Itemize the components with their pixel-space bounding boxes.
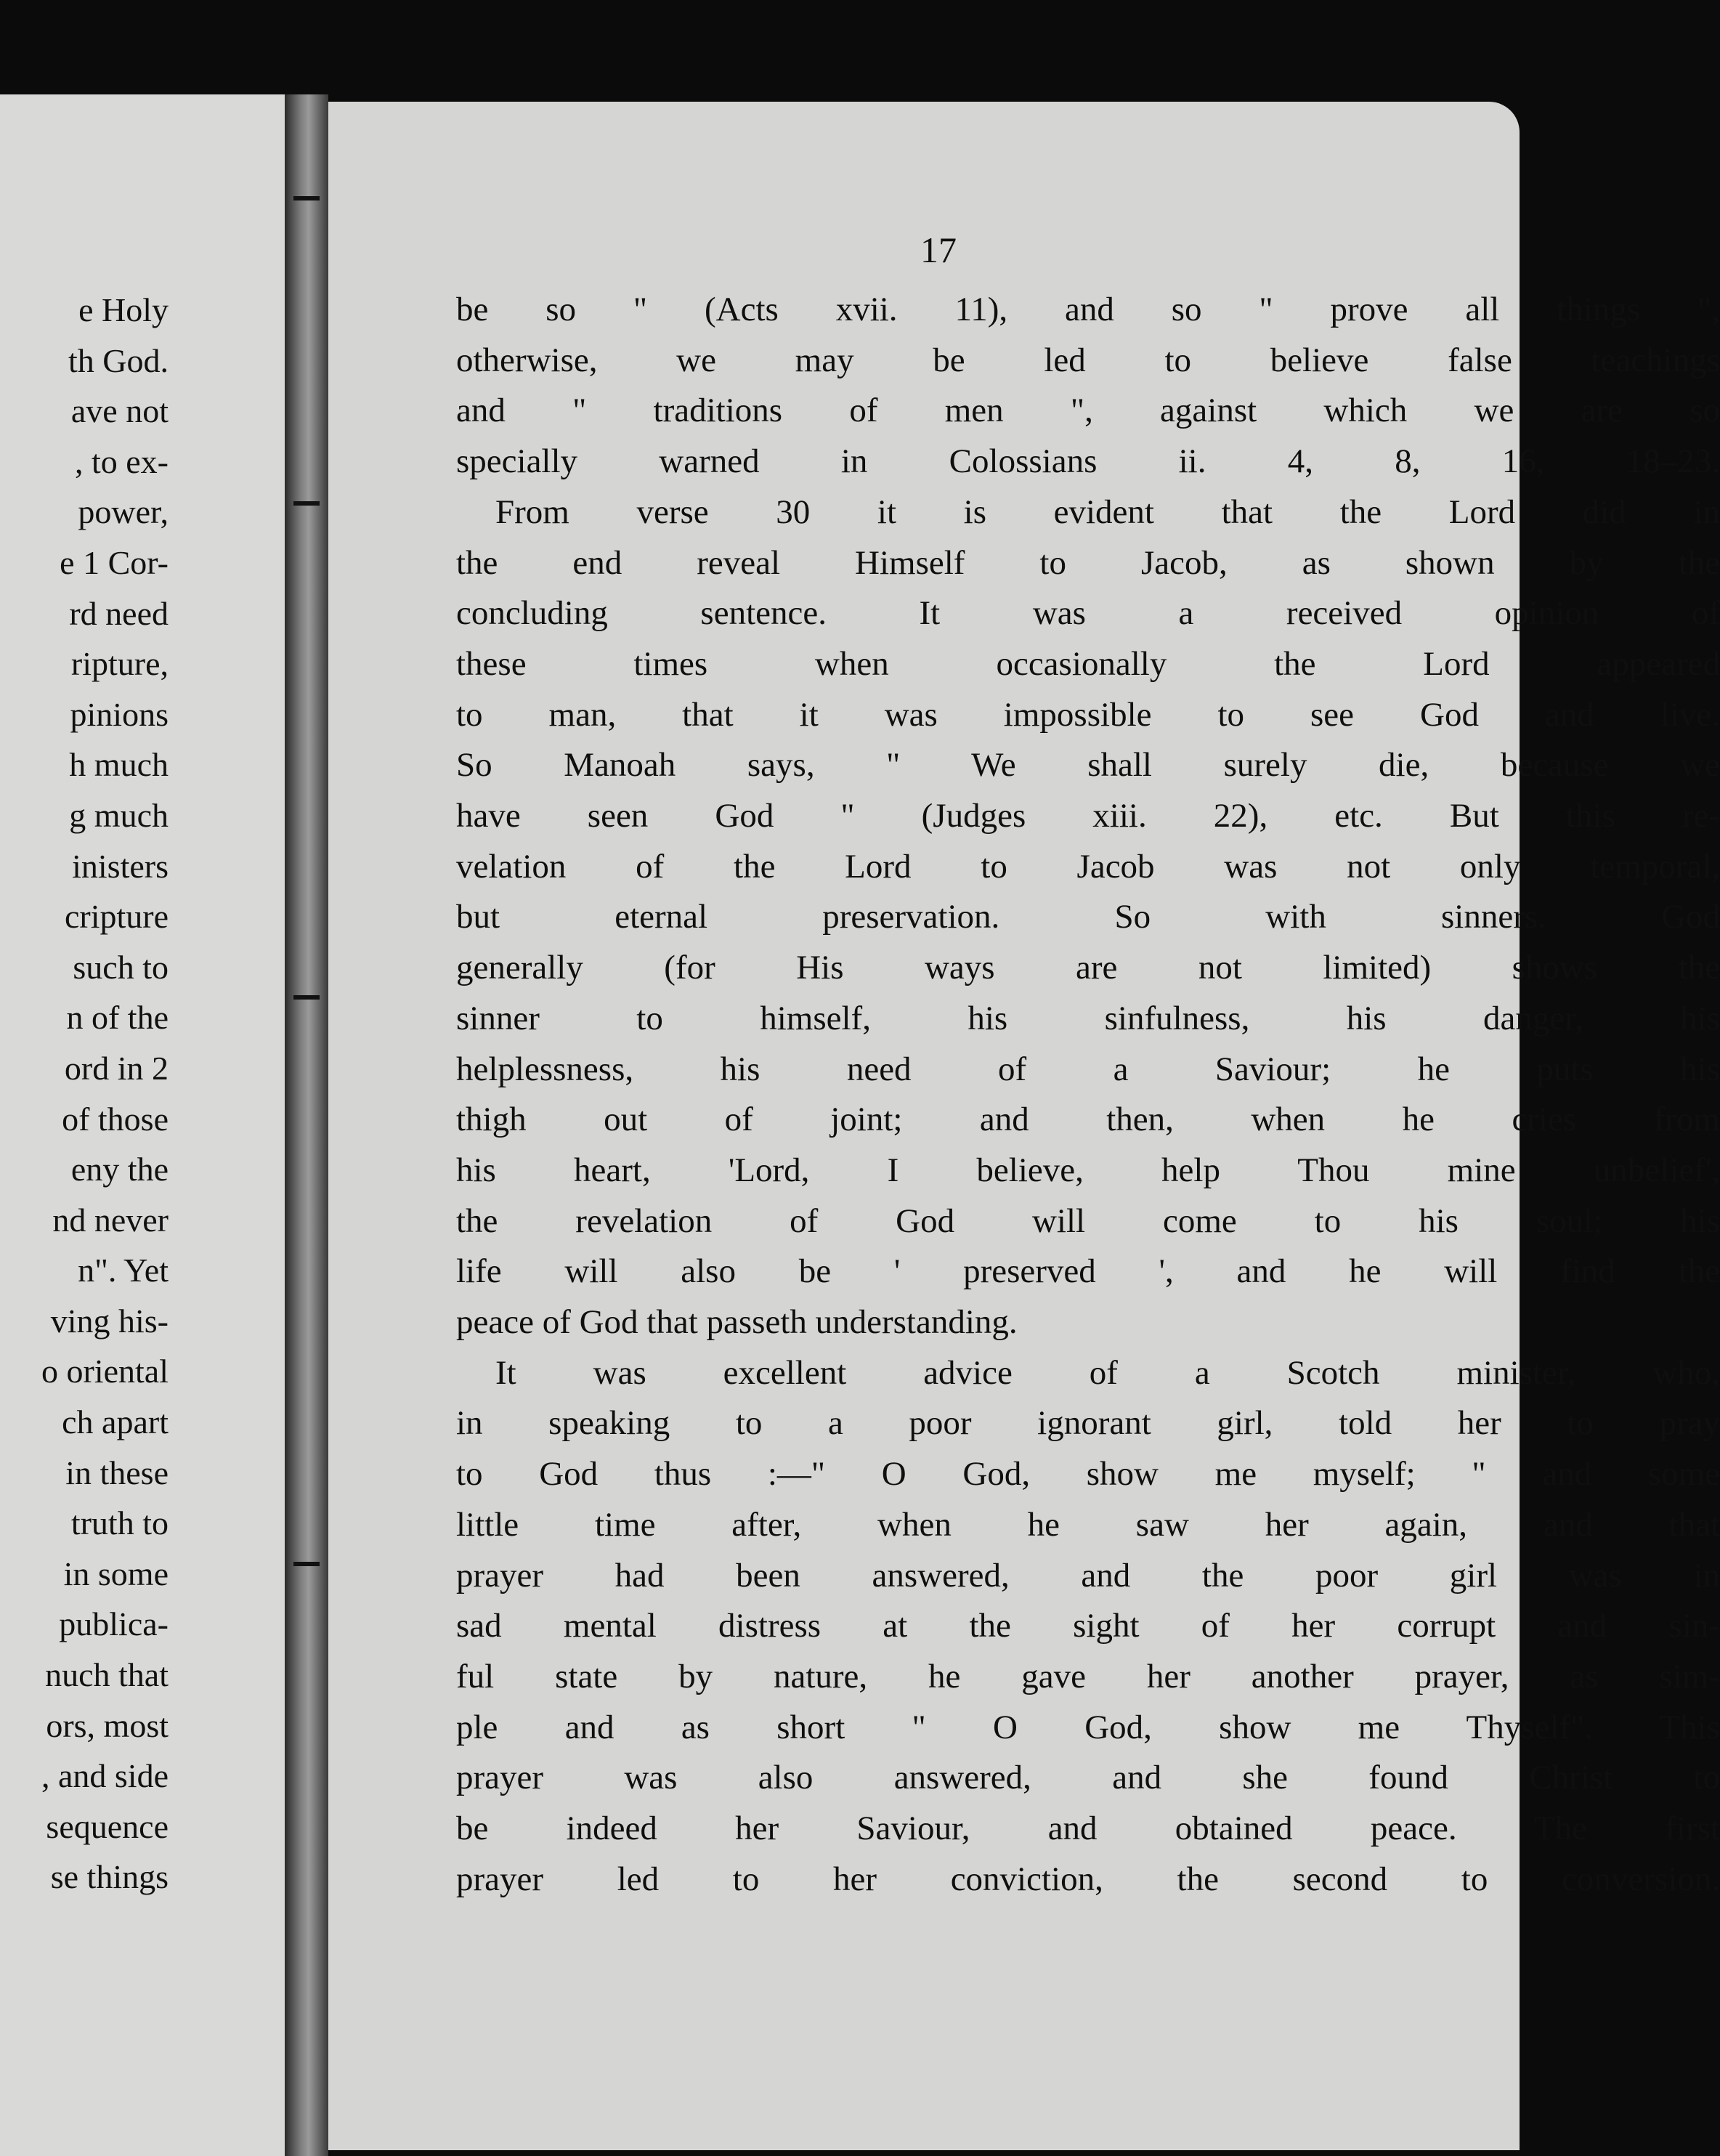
text-line: nd never [52,1201,169,1239]
page-number: 17 [920,230,957,270]
text-line: ave not [70,392,169,430]
text-line: o oriental [41,1353,169,1390]
text-line: , and side [41,1757,169,1795]
text-line: in speaking to a poor ignorant girl, told her to pray [456,1404,1720,1443]
text-line: sequence [46,1807,169,1845]
text-line: the revelation of God will come to his soul; his [456,1201,1720,1240]
text-line: and " traditions of men ", against which we are so [456,392,1720,430]
text-line: prayer led to her conviction, the second to conversion. [456,1860,1720,1898]
text-line: in some [63,1555,169,1592]
text-line: otherwise, we may be led to believe false teachings [456,341,1720,379]
text-line: be indeed her Saviour, and obtained peace. The first [456,1809,1720,1848]
binding-stitch [293,501,320,506]
text-line: , to ex- [74,442,169,480]
text-line: eny the [70,1151,169,1188]
text-line: h much [69,746,169,784]
text-line: n". Yet [78,1252,169,1289]
text-line: sad mental distress at the sight of her corrupt and sin- [456,1607,1720,1645]
page-body-text [456,285,1720,1905]
text-line: but eternal preservation. So with sinners. God [456,898,1720,936]
text-line: prayer was also answered, and she found Christ to [456,1759,1720,1797]
text-line: concluding sentence. It was a received opinion of [456,594,1720,633]
binding-stitch [293,995,320,1000]
left-page-fragment [0,94,285,2156]
text-line: specially warned in Colossians ii. 4, 8, 16, 18–23. [456,442,1720,481]
text-line: in these [65,1454,169,1491]
text-line: ors, most [46,1706,169,1744]
text-line: velation of the Lord to Jacob was not only temporal, [456,847,1720,885]
text-line: inisters [72,847,169,885]
text-line: of those [62,1100,169,1138]
book-gutter [285,94,328,2156]
text-line: rd need [69,594,169,632]
text-line: n of the [66,999,169,1037]
text-line: e Holy [78,291,169,328]
text-line: life will also be ' preserved ', and he will find the [456,1252,1720,1291]
text-line: truth to [70,1504,169,1542]
text-line: ving his- [50,1302,169,1340]
text-line: From verse 30 it is evident that the Lord did in [495,493,1720,531]
text-line: ord in 2 [64,1049,169,1087]
text-line: peace of God that passeth understanding. [456,1303,1018,1342]
binding-stitch [293,196,320,200]
text-line: e 1 Cor- [60,543,169,581]
right-page [328,102,1720,2150]
text-line: to God thus :—" O God, show me myself; " and some [456,1455,1720,1494]
text-line: to man, that it was impossible to see God and live. [456,695,1720,734]
text-line: these times when occasionally the Lord appeared [456,644,1720,683]
text-line: pinions [70,695,169,733]
text-line: generally (for His ways are not limited) shows the [456,949,1720,987]
text-line: publica- [59,1605,169,1643]
text-line: helplessness, his need of a Saviour; he puts his [456,1050,1720,1088]
text-line: the end reveal Himself to Jacob, as shown by the [456,543,1720,582]
text-line: cripture [64,898,169,936]
text-line: ful state by nature, he gave her another prayer, as sim- [456,1657,1720,1695]
binding-stitch [293,1562,320,1566]
text-line: ple and as short " O God, show me Thyself". This [456,1708,1720,1746]
text-line: be so " (Acts xvii. 11), and so " prove all things ", [456,291,1720,328]
text-line: have seen God " (Judges xiii. 22), etc. But this re- [456,797,1720,835]
text-line: his heart, 'Lord, I believe, help Thou mine unbelief', [456,1151,1720,1189]
text-line: prayer had been answered, and the poor girl was in [456,1556,1720,1594]
text-line: ripture, [70,645,169,683]
text-line: g much [69,796,169,834]
text-line: se things [50,1858,169,1896]
text-line: th God. [68,341,169,379]
text-line: ch apart [62,1403,169,1441]
text-line: such to [73,948,169,986]
text-line: It was excellent advice of a Scotch minister, who, [495,1353,1720,1392]
text-line: nuch that [45,1656,169,1694]
text-line: sinner to himself, his sinfulness, his danger, his [456,999,1720,1037]
text-line: thigh out of joint; and then, when he cries from [456,1101,1720,1139]
text-line: power, [78,493,169,531]
left-page-text [0,285,169,1902]
text-line: So Manoah says, " We shall surely die, because we [456,746,1720,785]
text-line: little time after, when he saw her again, and that [456,1505,1720,1544]
